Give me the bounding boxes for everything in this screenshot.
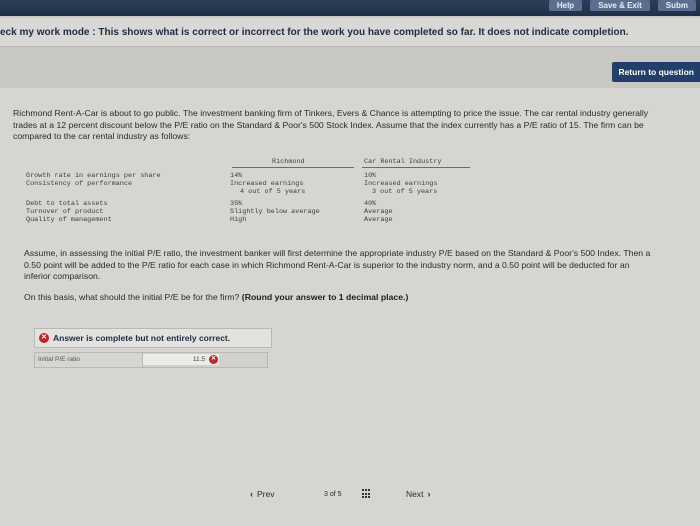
mode-text: eck my work mode : This shows what is correct or incorrect for the work you have completed so far. It does not indicate completion. (0, 27, 629, 38)
prev-button[interactable] (250, 489, 274, 499)
question-nav (250, 486, 460, 502)
chevron-right-icon: › (427, 489, 431, 499)
richmond-value: 4 out of 5 years (240, 188, 306, 196)
top-links (549, 0, 696, 10)
page-of: of (329, 490, 336, 498)
initial-pe-value: 11.5 (192, 356, 205, 363)
header-richmond: Richmond (272, 158, 305, 166)
row-label: Growth rate in earnings per share (26, 172, 161, 180)
question-text: Richmond Rent-A-Car is about to go public. The investment banking firm of Tinkers, Evers & Chance is attempting to price the issue. The car rental industry generally trades at a 12 percent discount below the P/E ratio on the Standard & Poor's 500 Stock Index. Assume that the index currently has a P/E ratio of 15. The firm can be compared to the car rental industry as follows: (13, 108, 649, 141)
richmond-value: Slightly below average (230, 208, 320, 216)
top-bar (0, 0, 700, 16)
header-rule (362, 167, 470, 168)
field-label: Initial P/E ratio (35, 353, 143, 367)
row-label: Debt to total assets (26, 200, 108, 208)
question-panel (0, 88, 700, 526)
help-link[interactable]: Help (549, 0, 582, 11)
incorrect-icon: ✕ (210, 356, 217, 362)
row-label: Consistency of performance (26, 180, 133, 188)
richmond-value: Increased earnings (230, 180, 304, 188)
mode-banner (0, 18, 700, 47)
ask-hint: (Round your answer to 1 decimal place.) (241, 292, 409, 302)
assumption-text: Assume, in assessing the initial P/E ratio, the investment banker will first determine the appropriate industry P/E based on the Standard & Poor's 500 Index. Then a 0.50 point will be added to the P/E ratio for each case in which Richmond Rent-A-Car is superior to the industry norm, and a 0.50 point will be deducted for an inferior comparison. (24, 248, 651, 281)
industry-value: Increased earnings (364, 180, 438, 188)
answer-status: Answer is complete but not entirely correct. (53, 333, 231, 343)
next-button[interactable] (406, 489, 430, 499)
ask-question: On this basis, what should the initial P/E be for the firm? (24, 292, 240, 302)
current-page: 3 (324, 490, 328, 498)
submit-link[interactable]: Subm (658, 0, 696, 11)
richmond-value: 35% (230, 200, 243, 208)
incorrect-icon: ✕ (39, 333, 49, 343)
row-label: Turnover of product (26, 208, 104, 216)
row-label: Quality of management (26, 216, 112, 224)
answer-row (34, 352, 268, 368)
industry-value: 3 out of 5 years (372, 188, 438, 196)
industry-value: 10% (364, 172, 377, 180)
page-indicator (324, 491, 342, 498)
initial-pe-input[interactable] (143, 354, 219, 365)
next-label: Next (406, 489, 424, 499)
industry-value: Average (364, 216, 393, 224)
richmond-value: 14% (230, 172, 243, 180)
return-to-question-button[interactable]: Return to question (612, 62, 700, 82)
chevron-left-icon: ‹ (250, 489, 253, 499)
answer-status-box (34, 328, 272, 348)
grid-icon[interactable] (362, 489, 372, 499)
ask-text (24, 292, 664, 302)
header-rule (232, 167, 354, 168)
industry-value: 40% (364, 200, 377, 208)
save-exit-link[interactable]: Save & Exit (590, 0, 650, 11)
header-industry: Car Rental Industry (364, 158, 442, 166)
richmond-value: High (230, 216, 247, 224)
total-pages: 5 (337, 490, 342, 498)
industry-value: Average (364, 208, 393, 216)
prev-label: Prev (257, 489, 275, 499)
